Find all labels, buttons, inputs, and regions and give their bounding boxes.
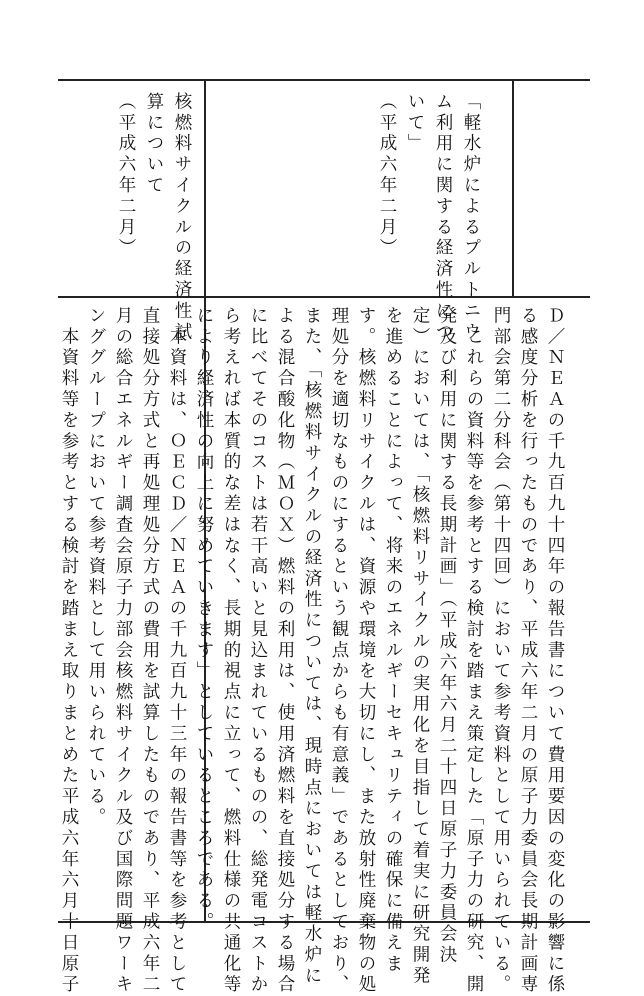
body-column-15: 本資料は、ＯＥＣＤ／ＮＥＡの千九百九十三年の報告書等を参考として (167, 306, 187, 996)
body-column-6: 定）においては、「核燃料リサイクルの実用化を目指して着実に研究開発 (410, 306, 430, 987)
table-entry-plutonium-title-3: いて」 (405, 92, 425, 155)
body-column-19: 本資料等を参考とする検討を踏まえ取りまとめた平成六年六月十日原子 (59, 306, 79, 996)
table-entry-fuel-cycle-date: （平成六年二月） (116, 92, 136, 260)
right-column-divider (512, 79, 514, 297)
table-entry-plutonium-title-2: ム利用に関する経済性につ (433, 92, 453, 343)
body-column-3: 門部会第二分科会（第十四回）において参考資料として用いられている。 (491, 306, 511, 996)
body-column-17: 月の総合エネルギー調査会原子力部会核燃料サイクル及び国際問題ワーキ (113, 306, 133, 996)
table-entry-fuel-cycle-title-1: 核燃料サイクルの経済性試 (172, 92, 192, 343)
body-column-4: これらの資料等を参考とする検討を踏まえ策定した「原子力の研究、開 (464, 306, 484, 996)
table-entry-fuel-cycle-title-2: 算について (144, 92, 164, 197)
body-column-5: 発及び利用に関する長期計画」（平成六年六月二十四日原子力委員会決 (437, 306, 457, 967)
body-column-1: Ｄ／ＮＥＡの千九百九十四年の報告書について費用要因の変化の影響に係 (545, 306, 565, 996)
body-column-11: よる混合酸化物（ＭＯＸ）燃料の利用は、使用済燃料を直接処分する場合 (275, 306, 295, 996)
table-divider-rule (58, 296, 590, 298)
body-column-8: す。核燃料リサイクルは、資源や環境を大切にし、また放射性廃棄物の処 (356, 306, 376, 996)
body-column-7: を進めることによって、将来のエネルギーセキュリティの確保に備えま (383, 306, 403, 975)
table-entry-plutonium-date: （平成六年二月） (377, 92, 397, 260)
body-column-13: ら考えれば本質的な差はなく、長期的視点に立って、燃料仕様の共通化等 (221, 306, 241, 996)
table-top-rule (58, 79, 590, 81)
body-column-10: また、「核燃料サイクルの経済性については、現時点においては軽水炉に (302, 306, 322, 987)
body-column-18: ンググループにおいて参考資料として用いられている。 (86, 306, 106, 829)
body-column-14: により経済性の向上に努めていきます」としているところである。 (194, 306, 214, 933)
body-column-12: に比べてそのコストは若干高いと見込まれているものの、総発電コストか (248, 306, 268, 996)
table-entry-plutonium-title-1: 「軽水炉によるプルトニウ (461, 92, 481, 343)
body-column-16: 直接処分方式と再処理処分方式の費用を試算したものであり、平成六年二 (140, 306, 160, 996)
body-column-2: る感度分析を行ったものであり、平成六年二月の原子力委員会長期計画専 (518, 306, 538, 996)
body-column-9: 理処分を適切なものにするという観点からも有意義」であるとしており、 (329, 306, 349, 996)
